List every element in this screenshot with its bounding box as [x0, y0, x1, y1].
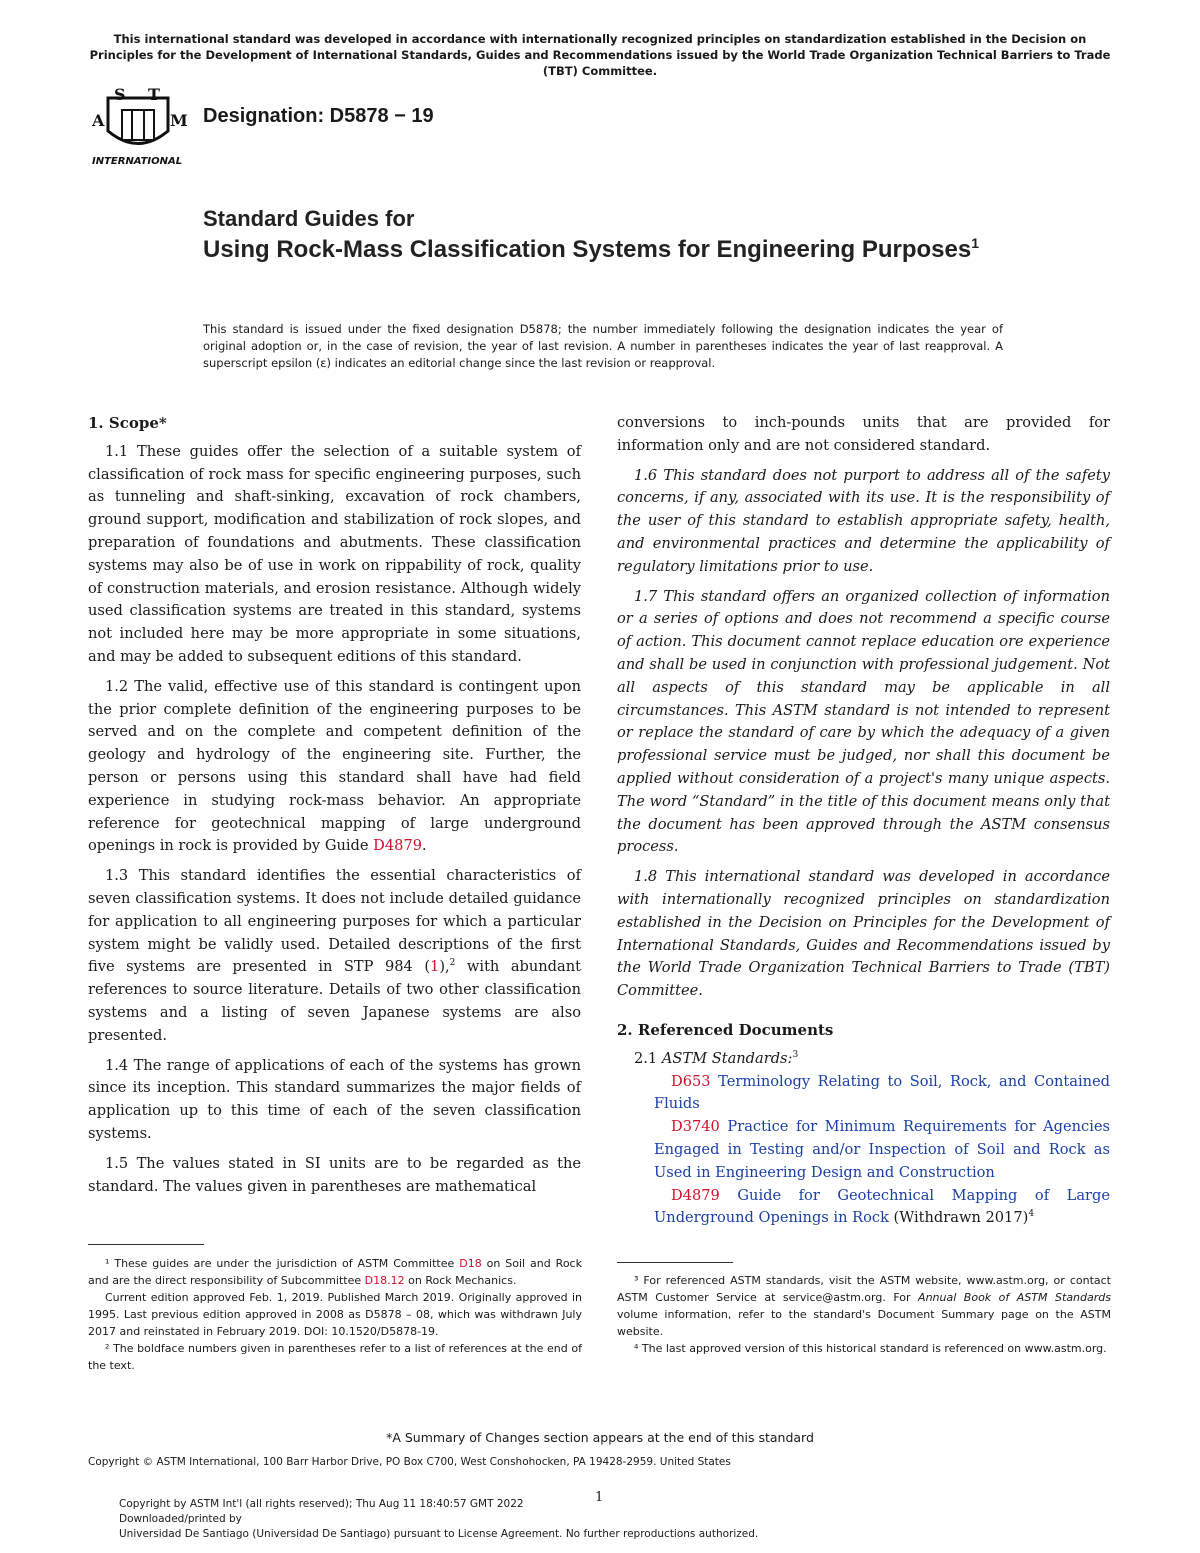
- paragraph-1-1: 1.1 These guides offer the selection of a suitable system of classification of rock mass for specific engineering purposes, such as tunneling and shaft-sinking, excavation of rock chambers, ground support, modification and stabilization of rock slopes, and preparation of foundations and abutments. These classification systems may also be of use in work on rippability of rock, quality of construction materials, and erosion resistance. Although widely used classification systems are treated in this standard, systems not included here may be more appropriate in some situations, and may be added to subsequent editions of this standard.: [88, 442, 581, 665]
- left-column: [88, 412, 581, 1198]
- summary-of-changes-note: *A Summary of Changes section appears at the end of this standard: [386, 1430, 814, 1445]
- footnote-1-edition: Current edition approved Feb. 1, 2019. Published March 2019. Originally approved in 1995. Last previous edition approved in 2008 as D5878 – 08, which was withdrawn July 2017 and reinstated in February 2019. DOI: 10.1520/D5878-19.: [88, 1291, 582, 1338]
- svg-text:A: A: [92, 111, 105, 130]
- paragraph-1-6: 1.6 This standard does not purport to address all of the safety concerns, if any, associated with its use. It is the responsibility of the user of this standard to establish appropriate safety, health, and environmental practices and determine the applicability of regulatory limitations prior to use.: [617, 466, 1110, 575]
- link-d18[interactable]: D18: [459, 1257, 482, 1270]
- astm-logo-icon: [88, 86, 188, 168]
- paragraph-1-3: 1.3 This standard identifies the essential characteristics of seven classification systems. It does not include detailed guidance for application to all engineering purposes for which a particular system might be validly used. Detailed descriptions of the first five systems are presented in STP 984 (1),$^2$ with abundant references to source literature. Details of two other classification systems and a listing of seven Japanese systems are also presented.: [88, 867, 581, 1044]
- copyright-line: Copyright © ASTM International, 100 Barr Harbor Drive, PO Box C700, West Conshohocken, PA 19428-2959. United States: [88, 1456, 731, 1468]
- footnote-rule-left: [88, 1244, 204, 1245]
- paragraph-1-8: 1.8 This international standard was developed in accordance with internationally recognized principles on standardization established in the Decision on Principles for the Development of International Standards, Guides and Recommendations issued by the World Trade Organization Technical Barriers to Trade (TBT) Committee.: [617, 868, 1110, 1000]
- paragraph-1-5: 1.5 The values stated in SI units are to be regarded as the standard. The values given in parentheses are mathematical: [88, 1154, 581, 1195]
- reference-link-1[interactable]: 1: [430, 958, 440, 976]
- footnote-3: ³ For referenced ASTM standards, visit the ASTM website, www.astm.org, or contact ASTM Customer Service at service@astm.org. For Annual Book of ASTM Standards volume information, refer to the standard's Document Summary page on the ASTM website.: [617, 1274, 1111, 1338]
- svg-text:INTERNATIONAL: INTERNATIONAL: [92, 156, 183, 167]
- svg-text:S: S: [114, 86, 126, 104]
- footnotes-right: [617, 1272, 1111, 1357]
- footnotes-left: [88, 1255, 582, 1374]
- footnote-rule-right: [617, 1262, 733, 1263]
- paragraph-1-5-continued: conversions to inch-pounds units that are provided for information only and are not considered standard.: [617, 414, 1110, 454]
- paragraph-1-4: 1.4 The range of applications of each of the systems has grown since its inception. This standard summarizes the major fields of application up to this time of each of the seven classification systems.: [88, 1056, 581, 1142]
- designation: Designation: D5878 − 19: [203, 105, 434, 127]
- link-d4879[interactable]: D4879: [373, 837, 423, 855]
- svg-text:T: T: [148, 86, 160, 104]
- reference-d3740[interactable]: D3740 Practice for Minimum Requirements for Agencies Engaged in Testing and/or Inspection of Soil and Rock as Used in Engineering Design and Construction: [654, 1118, 1110, 1181]
- paragraph-1-2: 1.2 The valid, effective use of this standard is contingent upon the prior complete definition of the engineering purposes to be served and on the complete and competent definition of the geology and hydrology of the engineering site. Further, the person or persons using this standard shall have had field experience in studying rock-mass behavior. An appropriate reference for geotechnical mapping of large underground openings in rock is provided by Guide D4879.: [88, 677, 581, 855]
- title-line-1: Standard Guides for: [203, 206, 415, 231]
- tbt-notice: This international standard was developed in accordance with internationally recognized principles on standardization established in the Decision on Principles for the Development of International Standards, Guides and Recommendations issued by the World Trade Organization Technical Barriers to Trade (TBT) Committee.: [89, 32, 1111, 78]
- link-d18-12[interactable]: D18.12: [364, 1274, 405, 1287]
- title-footnote-mark: 1: [971, 235, 980, 251]
- section-heading-scope: 1. Scope*: [88, 414, 167, 432]
- footnote-2: ² The boldface numbers given in parentheses refer to a list of references at the end of the text.: [88, 1342, 582, 1372]
- issue-note: This standard is issued under the fixed designation D5878; the number immediately following the designation indicates the year of original adoption or, in the case of revision, the year of last revision. A number in parentheses indicates the year of last reapproval. A superscript epsilon (ε) indicates an editorial change since the last revision or reapproval.: [203, 322, 1003, 370]
- reference-d653[interactable]: D653 Terminology Relating to Soil, Rock, and Contained Fluids: [654, 1072, 1110, 1113]
- title-line-2: Using Rock-Mass Classification Systems for Engineering Purposes$^1$: [203, 235, 980, 263]
- page-number: 1: [595, 1490, 604, 1505]
- subsection-2-1: 2.1 ASTM Standards:$^3$: [634, 1049, 799, 1067]
- document-title: [203, 204, 1103, 266]
- reference-d4879[interactable]: D4879 Guide for Geotechnical Mapping of Large Underground Openings in Rock (Withdrawn 2017)$^4$: [654, 1186, 1110, 1227]
- download-info: Copyright by ASTM Int'l (all rights reserved); Thu Aug 11 18:40:57 GMT 2022 Downloaded/printed by Universidad De Santiago (Universidad De Santiago) pursuant to License Agreement. No further reproductions authorized.: [119, 1498, 759, 1540]
- paragraph-1-7: 1.7 This standard offers an organized collection of information or a series of options and does not recommend a specific course of action. This document cannot replace education ore experience and shall be used in conjunction with professional judgement. Not all aspects of this standard may be applicable in all circumstances. This ASTM standard is not intended to represent or replace the standard of care by which the adequacy of a given professional service must be judged, nor shall this document be applied without consideration of a project's many unique aspects. The word “Standard” in the title of this document means only that the document has been approved through the ASTM consensus process.: [617, 587, 1110, 856]
- footnote-4: ⁴ The last approved version of this historical standard is referenced on www.astm.org.: [634, 1342, 1107, 1355]
- svg-text:M: M: [170, 111, 188, 130]
- section-heading-referenced-documents: 2. Referenced Documents: [617, 1020, 834, 1039]
- right-column: [617, 412, 1110, 1230]
- footnote-1: ¹ These guides are under the jurisdiction of ASTM Committee D18 on Soil and Rock and are the direct responsibility of Subcommittee D18.12 on Rock Mechanics.: [88, 1257, 582, 1287]
